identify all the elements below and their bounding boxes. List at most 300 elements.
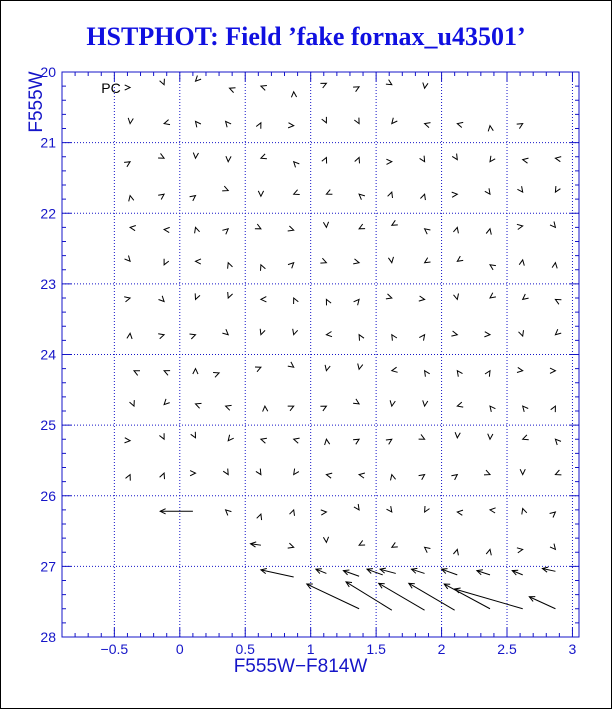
data-point	[258, 191, 263, 196]
arrowhead-mark	[552, 263, 557, 269]
arrowhead-mark	[261, 297, 267, 302]
data-point	[522, 509, 527, 515]
data-point	[255, 367, 261, 372]
data-point	[452, 192, 458, 197]
arrowhead-mark	[290, 510, 295, 516]
data-point	[490, 508, 496, 513]
arrowhead-mark	[490, 156, 495, 162]
arrowhead-mark	[322, 117, 327, 123]
data-point	[477, 570, 490, 575]
data-point	[190, 471, 195, 476]
data-point	[354, 118, 359, 124]
data-point	[359, 540, 365, 545]
arrowhead-mark	[353, 439, 359, 444]
arrowhead-mark	[523, 406, 529, 412]
data-point	[228, 292, 233, 298]
data-point	[288, 226, 294, 231]
data-point	[191, 432, 196, 438]
arrowhead-mark	[425, 123, 431, 128]
data-point	[423, 83, 428, 89]
arrowhead-mark	[420, 156, 425, 162]
data-point	[386, 80, 392, 85]
arrowhead-mark	[125, 85, 130, 90]
arrowhead-mark	[555, 186, 560, 192]
arrowhead-mark	[485, 371, 490, 377]
data-point	[529, 597, 555, 609]
arrowhead-mark	[164, 371, 170, 376]
data-point	[486, 549, 491, 555]
data-point	[226, 405, 232, 410]
arrowhead-mark	[325, 439, 330, 445]
data-point	[490, 265, 496, 270]
arrowhead-mark	[164, 259, 169, 265]
x-axis-label: F555W−F814W	[233, 656, 368, 677]
data-point	[160, 509, 193, 514]
data-point	[159, 433, 164, 439]
arrowhead-mark	[386, 294, 392, 299]
arrowhead-mark	[517, 124, 523, 129]
arrowhead-mark	[158, 194, 164, 199]
data-point	[326, 473, 332, 478]
y-axis-label: F555W	[26, 71, 47, 133]
arrowhead-mark	[191, 432, 196, 438]
arrowhead-mark	[213, 373, 219, 378]
arrowhead-mark	[523, 435, 529, 440]
arrowhead-mark	[392, 118, 398, 124]
data-point	[160, 79, 165, 85]
data-point	[386, 294, 392, 299]
data-point	[542, 567, 555, 572]
arrowhead-mark	[346, 582, 352, 587]
data-point	[260, 329, 265, 335]
arrowhead-mark	[392, 367, 398, 372]
arrowhead-mark	[484, 332, 490, 337]
data-point	[164, 259, 169, 265]
arrowhead-mark	[190, 196, 196, 201]
data-point	[222, 229, 228, 235]
arrowhead-mark	[158, 334, 164, 339]
data-point	[125, 438, 131, 443]
arrowhead-mark	[455, 432, 460, 438]
arrowhead-mark	[517, 224, 523, 229]
arrowhead-mark	[288, 543, 294, 548]
data-point	[519, 260, 524, 266]
data-point	[453, 227, 458, 233]
data-point	[551, 406, 556, 412]
y-tick-label: 24	[40, 346, 56, 363]
arrowhead-mark	[196, 259, 202, 264]
data-point	[423, 400, 428, 406]
data-point	[343, 570, 359, 576]
data-point	[425, 229, 431, 234]
arrowhead-mark	[485, 188, 490, 194]
data-point	[261, 265, 266, 271]
data-point	[125, 256, 131, 262]
arrowhead-mark	[222, 329, 228, 335]
data-point	[457, 371, 462, 377]
data-point	[223, 469, 228, 475]
arrowhead-mark	[484, 470, 490, 475]
x-tick-label: 1.5	[366, 641, 386, 657]
data-point	[444, 584, 490, 609]
grid-layer	[62, 72, 579, 637]
arrowhead-mark	[353, 87, 359, 92]
data-point	[222, 186, 228, 191]
data-point	[291, 92, 296, 98]
arrowhead-mark	[294, 162, 300, 168]
arrowhead-mark	[425, 258, 431, 263]
arrowhead-mark	[293, 329, 298, 335]
data-point	[390, 400, 395, 406]
arrowhead-mark	[294, 438, 300, 443]
arrowhead-mark	[263, 406, 268, 412]
arrowhead-mark	[490, 293, 496, 298]
data-point	[451, 475, 457, 480]
data-point	[451, 331, 457, 336]
data-point	[294, 469, 299, 475]
data-point	[159, 296, 165, 302]
data-point	[392, 335, 397, 341]
arrowhead-mark	[486, 549, 491, 555]
x-tick-label: 3	[568, 641, 577, 657]
data-point	[519, 330, 524, 336]
arrowhead-mark	[223, 469, 228, 475]
data-point	[322, 117, 327, 123]
data-point	[355, 158, 360, 164]
arrowhead-mark	[488, 126, 493, 132]
data-point	[555, 157, 561, 162]
data-point	[490, 156, 495, 162]
arrowhead-mark	[190, 471, 195, 476]
arrowhead-mark	[258, 191, 263, 196]
data-point	[288, 406, 294, 411]
arrowhead-mark	[228, 263, 233, 269]
data-point	[488, 126, 493, 132]
data-point	[322, 158, 327, 164]
data-point	[257, 514, 262, 520]
arrowhead-mark	[420, 194, 425, 200]
data-point	[196, 121, 201, 127]
data-point	[307, 584, 359, 609]
tick-layer	[40, 64, 579, 657]
data-point	[193, 369, 198, 375]
data-point	[425, 123, 431, 128]
arrowhead-mark	[193, 153, 198, 159]
data-point	[523, 406, 529, 412]
data-point	[213, 373, 219, 378]
data-point	[126, 475, 131, 481]
arrowhead-mark	[130, 226, 136, 231]
arrowhead-mark	[451, 475, 457, 480]
arrowhead-mark	[358, 364, 363, 370]
data-point	[261, 297, 267, 302]
arrowhead-mark	[260, 329, 265, 335]
arrowhead-mark	[127, 333, 132, 339]
arrowhead-mark	[392, 220, 398, 225]
data-point	[222, 329, 228, 335]
arrowhead-mark	[288, 362, 294, 367]
data-point	[550, 512, 556, 518]
y-tick-label: 22	[40, 205, 56, 222]
arrowhead-mark	[323, 222, 328, 228]
data-point	[158, 194, 164, 199]
arrowhead-mark	[359, 335, 364, 341]
data-point	[419, 335, 424, 341]
data-point	[523, 435, 529, 440]
data-point	[425, 371, 430, 377]
data-point	[552, 263, 557, 269]
data-point	[392, 118, 398, 124]
data-point	[457, 122, 463, 127]
arrowhead-mark	[523, 158, 529, 163]
arrowhead-mark	[354, 118, 359, 124]
data-point	[125, 85, 130, 90]
data-point	[190, 196, 196, 201]
arrowhead-mark	[195, 227, 200, 233]
arrowhead-mark	[423, 400, 428, 406]
x-tick-label: 1	[306, 641, 315, 657]
arrowhead-mark	[196, 76, 202, 82]
data-point	[288, 263, 294, 269]
data-point	[128, 118, 133, 124]
arrowhead-mark	[354, 504, 359, 510]
x-tick-label: 2.5	[497, 641, 517, 657]
data-point	[484, 470, 490, 475]
arrowhead-mark	[359, 473, 365, 478]
arrowhead-mark	[423, 83, 428, 89]
arrowhead-mark	[555, 439, 561, 445]
data-point	[326, 190, 332, 195]
arrowhead-mark	[550, 368, 555, 373]
arrowhead-mark	[255, 224, 261, 229]
offset-vector	[261, 570, 294, 577]
data-point	[294, 162, 300, 168]
arrowhead-mark	[386, 439, 392, 444]
data-point	[359, 224, 365, 229]
data-point	[490, 406, 495, 412]
x-tick-label: −0.5	[100, 641, 129, 657]
data-point	[386, 159, 391, 164]
arrowhead-mark	[390, 400, 395, 406]
arrowhead-mark	[126, 475, 131, 481]
arrowhead-mark	[256, 469, 261, 475]
arrowhead-mark	[159, 296, 165, 302]
data-point	[164, 227, 170, 232]
x-tick-label: 0.5	[235, 641, 255, 657]
data-point	[517, 367, 523, 372]
data-point	[425, 258, 431, 263]
arrowhead-mark	[490, 265, 496, 270]
data-point	[555, 470, 561, 475]
arrowhead-mark	[325, 365, 330, 371]
data-point	[517, 186, 522, 192]
data-point	[411, 568, 424, 573]
chart-title: HSTPHOT: Field ’fake fornax_u43501’	[86, 22, 526, 51]
data-point	[386, 439, 392, 444]
data-point	[358, 364, 363, 370]
arrowhead-mark	[196, 403, 202, 408]
data-point	[353, 87, 359, 92]
arrowhead-mark	[488, 434, 493, 440]
data-point	[256, 123, 261, 129]
data-point	[323, 537, 328, 543]
offset-vector	[444, 584, 490, 609]
arrowhead-mark	[124, 162, 130, 167]
arrowhead-mark	[125, 438, 131, 443]
arrowhead-mark	[555, 299, 561, 304]
arrowhead-mark	[425, 371, 430, 377]
arrowhead-mark	[451, 331, 457, 336]
arrowhead-mark	[523, 294, 529, 299]
arrowhead-mark	[226, 156, 231, 162]
arrowhead-mark	[457, 371, 462, 377]
arrowhead-mark	[387, 506, 392, 512]
arrowhead-mark	[190, 334, 196, 339]
data-point	[124, 162, 130, 167]
data-point	[130, 226, 136, 231]
data-point	[164, 399, 170, 405]
arrowhead-mark	[359, 194, 365, 200]
arrowhead-mark	[320, 83, 326, 88]
arrowhead-mark	[392, 335, 397, 341]
arrowhead-mark	[519, 260, 524, 266]
arrowhead-mark	[517, 548, 523, 553]
data-point	[359, 473, 365, 478]
arrowhead-mark	[160, 473, 165, 479]
arrowhead-mark	[419, 335, 424, 341]
data-point	[387, 506, 392, 512]
data-point	[392, 220, 398, 225]
data-point	[226, 510, 232, 516]
arrowhead-mark	[320, 406, 326, 411]
data-point	[520, 469, 525, 474]
data-point	[359, 335, 364, 341]
arrowhead-mark	[261, 154, 267, 159]
data-point	[134, 371, 140, 376]
arrowhead-mark	[486, 229, 491, 235]
data-point	[320, 406, 326, 411]
arrowhead-mark	[555, 329, 561, 335]
data-point	[226, 121, 232, 127]
arrowhead-mark	[425, 547, 431, 552]
arrowhead-mark	[425, 506, 430, 512]
data-point	[517, 548, 523, 553]
data-point	[452, 154, 457, 160]
arrowhead-mark	[255, 367, 261, 372]
data-point	[288, 362, 294, 367]
data-point	[228, 263, 233, 269]
arrowhead-mark	[457, 122, 463, 127]
data-point	[455, 588, 523, 609]
data-point	[486, 229, 491, 235]
arrowhead-mark	[256, 123, 261, 129]
y-tick-label: 23	[40, 275, 56, 292]
data-point	[158, 153, 164, 158]
data-point	[316, 569, 326, 574]
arrowhead-mark	[288, 263, 294, 269]
data-point	[325, 439, 330, 445]
arrowhead-mark	[261, 438, 267, 443]
data-point	[130, 400, 135, 406]
arrowhead-mark	[388, 192, 393, 198]
data-point	[457, 510, 463, 515]
pc-annotation: PC	[101, 80, 121, 97]
arrowhead-mark	[355, 158, 360, 164]
data-point	[321, 510, 327, 515]
data-point	[457, 256, 463, 261]
data-point	[425, 506, 430, 512]
data-point	[230, 88, 236, 93]
arrowhead-mark	[158, 153, 164, 158]
data-point	[293, 329, 298, 335]
arrowhead-mark	[453, 227, 458, 233]
arrowhead-mark	[294, 469, 299, 475]
arrowhead-mark	[419, 434, 425, 439]
arrowhead-mark	[230, 88, 236, 93]
arrowhead-mark	[550, 544, 555, 550]
data-point	[354, 299, 360, 305]
arrowhead-mark	[326, 190, 332, 195]
arrowhead-mark	[452, 192, 458, 197]
data-point	[228, 435, 234, 441]
arrowhead-mark	[321, 510, 327, 515]
y-tick-label: 26	[40, 487, 56, 504]
data-point	[555, 299, 561, 304]
arrowhead-mark	[490, 406, 495, 412]
data-point	[391, 475, 396, 481]
arrowhead-mark	[457, 510, 463, 515]
y-tick-label: 21	[40, 134, 56, 151]
arrowhead-mark	[326, 299, 331, 305]
data-point	[455, 432, 460, 438]
data-point	[196, 403, 202, 408]
arrowhead-mark	[226, 510, 232, 516]
data-point	[550, 544, 555, 550]
data-point	[442, 569, 458, 575]
arrowhead-mark	[164, 227, 170, 232]
marks-layer	[124, 76, 561, 611]
arrowhead-mark	[164, 399, 170, 405]
data-point	[160, 473, 165, 479]
arrowhead-mark	[359, 224, 365, 229]
arrowhead-mark	[519, 330, 524, 336]
data-point	[326, 332, 332, 337]
arrowhead-mark	[353, 399, 359, 404]
arrowhead-mark	[294, 298, 299, 304]
arrowhead-mark	[288, 226, 294, 231]
arrowhead-mark	[517, 186, 522, 192]
data-point	[290, 510, 295, 516]
data-point	[550, 368, 555, 373]
data-point	[523, 294, 529, 299]
data-point	[226, 156, 231, 162]
data-point	[392, 542, 398, 547]
data-point	[485, 188, 490, 194]
arrowhead-mark	[353, 259, 359, 264]
arrowhead-mark	[550, 512, 556, 518]
data-point	[490, 293, 496, 298]
arrowhead-mark	[160, 79, 165, 85]
data-point	[325, 365, 330, 371]
data-point	[256, 469, 261, 475]
arrowhead-mark	[288, 406, 294, 411]
data-point	[294, 438, 300, 443]
data-point	[196, 76, 202, 82]
arrowhead-mark	[520, 469, 525, 474]
y-tick-label: 27	[40, 558, 56, 575]
arrowhead-mark	[164, 120, 170, 125]
arrowhead-mark	[425, 229, 431, 234]
